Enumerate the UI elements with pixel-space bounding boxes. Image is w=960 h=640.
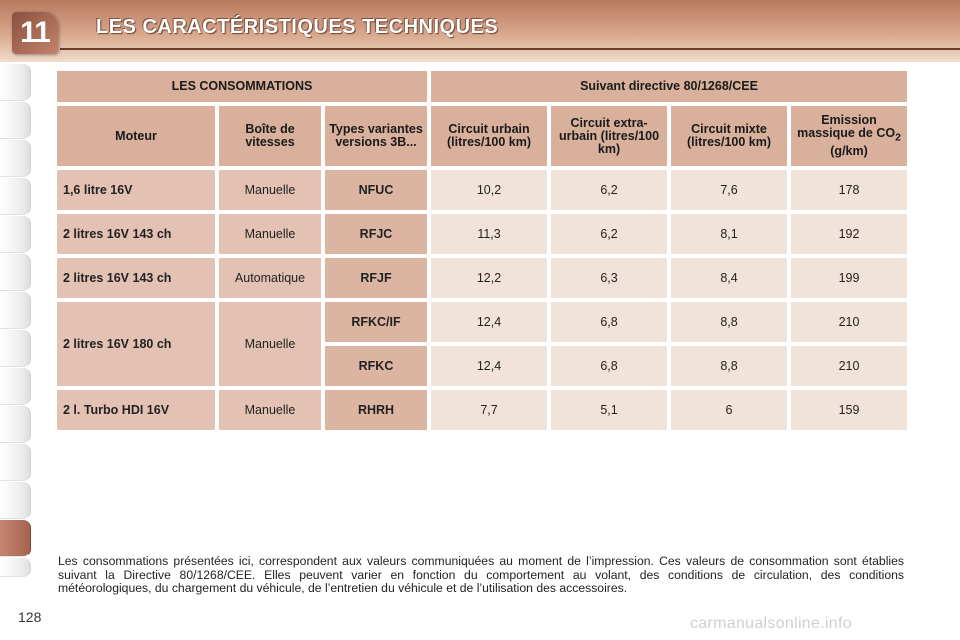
chapter-tab-active[interactable] <box>0 520 31 557</box>
cell-urbain: 7,7 <box>431 390 547 430</box>
cell-type: RFJC <box>325 214 427 254</box>
column-header-urbain: Circuit urbain (litres/100 km) <box>431 106 547 166</box>
chapter-tab[interactable] <box>0 330 31 367</box>
cell-urbain: 12,2 <box>431 258 547 298</box>
table-row <box>57 170 907 210</box>
table-row <box>57 258 907 298</box>
cell-urbain: 10,2 <box>431 170 547 210</box>
footnote-text: Les consommations présentées ici, correspondent aux valeurs communiquées au moment de l’impression. Ces valeurs de consommation sont établies suivant la Directive 80/1268/CEE. Elles peuvent varier en fonction du comportement au volant, des conditions de circulation, des conditions météorologiques, du chargement du véhicule, de l’entretien du véhicule et de l’utilisation des accessoires. <box>58 554 904 596</box>
cell-moteur: 2 litres 16V 180 ch <box>57 302 215 386</box>
chapter-tab[interactable] <box>0 368 31 405</box>
cell-mixte: 8,8 <box>671 302 787 342</box>
cell-co2: 192 <box>791 214 907 254</box>
cell-mixte: 6 <box>671 390 787 430</box>
cell-type: RFJF <box>325 258 427 298</box>
table-row <box>57 390 907 430</box>
chapter-tab[interactable] <box>0 482 31 519</box>
emission-subscript: 2 <box>895 132 901 144</box>
page-number: 128 <box>18 609 42 625</box>
cell-mixte: 8,8 <box>671 346 787 386</box>
emission-unit: (g/km) <box>830 143 868 158</box>
header-rule <box>60 48 960 50</box>
cell-urbain: 11,3 <box>431 214 547 254</box>
cell-boite: Manuelle <box>219 214 321 254</box>
cell-extra-urbain: 5,1 <box>551 390 667 430</box>
cell-co2: 210 <box>791 302 907 342</box>
group-header-directive: Suivant directive 80/1268/CEE <box>431 71 907 102</box>
watermark-text: carmanualsonline.info <box>690 615 852 632</box>
cell-mixte: 8,1 <box>671 214 787 254</box>
cell-extra-urbain: 6,3 <box>551 258 667 298</box>
chapter-side-tabs <box>0 64 34 576</box>
consumption-table <box>55 67 905 434</box>
cell-extra-urbain: 6,8 <box>551 302 667 342</box>
cell-urbain: 12,4 <box>431 346 547 386</box>
cell-boite: Manuelle <box>219 302 321 386</box>
cell-moteur: 1,6 litre 16V <box>57 170 215 210</box>
chapter-tab[interactable] <box>0 178 31 215</box>
column-header-boite: Boîte de vitesses <box>219 106 321 166</box>
chapter-tab[interactable] <box>0 216 31 253</box>
chapter-tab[interactable] <box>0 254 31 291</box>
cell-co2: 210 <box>791 346 907 386</box>
cell-moteur: 2 l. Turbo HDI 16V <box>57 390 215 430</box>
cell-type: RFKC/IF <box>325 302 427 342</box>
chapter-tab[interactable] <box>0 292 31 329</box>
cell-mixte: 7,6 <box>671 170 787 210</box>
cell-mixte: 8,4 <box>671 258 787 298</box>
cell-boite: Automatique <box>219 258 321 298</box>
column-header-mixte: Circuit mixte (litres/100 km) <box>671 106 787 166</box>
cell-extra-urbain: 6,8 <box>551 346 667 386</box>
chapter-tab[interactable] <box>0 406 31 443</box>
cell-co2: 178 <box>791 170 907 210</box>
chapter-badge[interactable]: 11 <box>12 12 58 54</box>
page-title: LES CARACTÉRISTIQUES TECHNIQUES <box>96 16 499 38</box>
cell-type: RHRH <box>325 390 427 430</box>
column-header-moteur: Moteur <box>57 106 215 166</box>
cell-co2: 199 <box>791 258 907 298</box>
chapter-tab[interactable] <box>0 64 31 101</box>
column-header-types: Types variantes versions 3B... <box>325 106 427 166</box>
cell-moteur: 2 litres 16V 143 ch <box>57 214 215 254</box>
table-row <box>57 302 907 342</box>
chapter-tab[interactable] <box>0 102 31 139</box>
cell-extra-urbain: 6,2 <box>551 170 667 210</box>
cell-extra-urbain: 6,2 <box>551 214 667 254</box>
cell-moteur: 2 litres 16V 143 ch <box>57 258 215 298</box>
cell-type: RFKC <box>325 346 427 386</box>
cell-boite: Manuelle <box>219 390 321 430</box>
column-header-emission <box>791 106 907 166</box>
table-row <box>57 214 907 254</box>
cell-boite: Manuelle <box>219 170 321 210</box>
cell-co2: 159 <box>791 390 907 430</box>
group-header-consommations: LES CONSOMMATIONS <box>57 71 427 102</box>
column-header-extra-urbain: Circuit extra-urbain (litres/100 km) <box>551 106 667 166</box>
chapter-tab[interactable] <box>0 558 31 577</box>
chapter-tab[interactable] <box>0 444 31 481</box>
emission-label: Emission massique de CO <box>797 113 896 141</box>
cell-urbain: 12,4 <box>431 302 547 342</box>
chapter-tab[interactable] <box>0 140 31 177</box>
cell-type: NFUC <box>325 170 427 210</box>
